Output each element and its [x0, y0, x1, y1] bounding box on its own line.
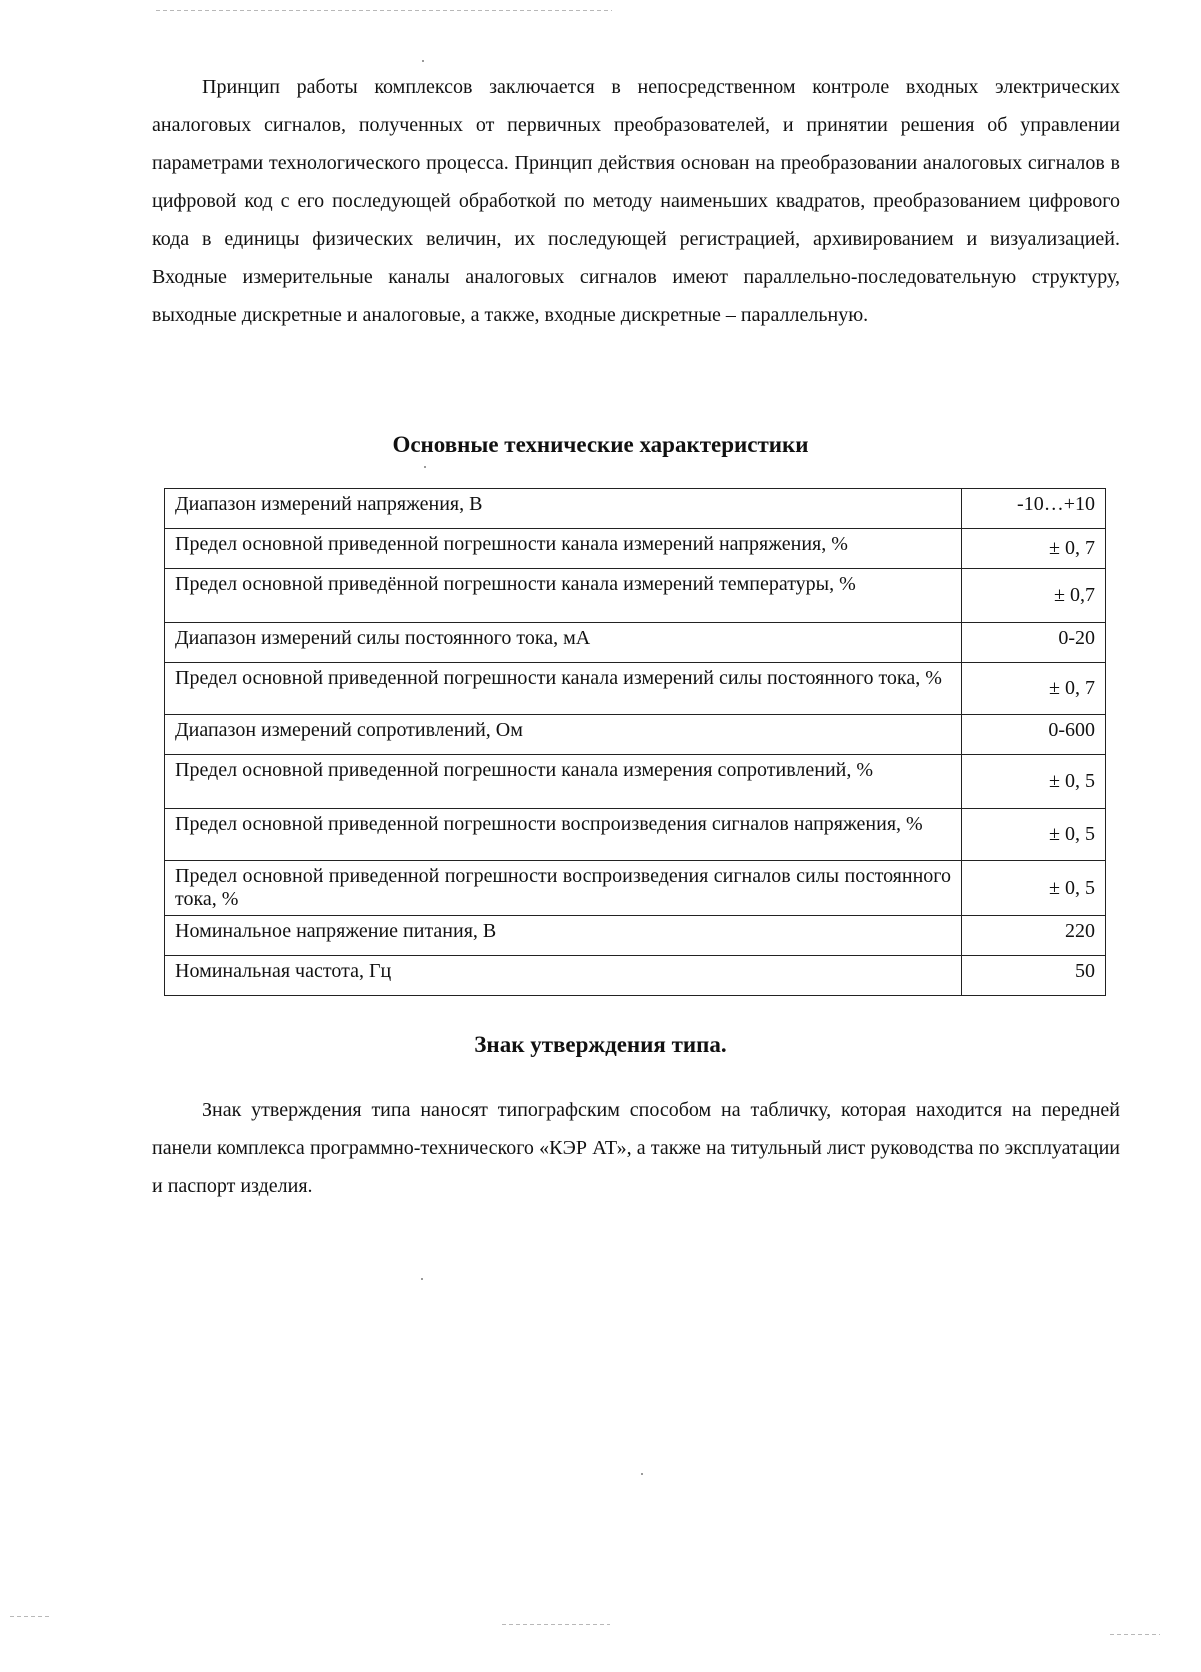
table-row	[165, 956, 1106, 996]
parameter-cell: Предел основной приведенной погрешности воспроизведения сигналов напряжения, %	[165, 809, 962, 861]
value-cell: 0-600	[962, 715, 1106, 755]
value-cell: ± 0, 5	[962, 755, 1106, 809]
scan-artifact-dot	[422, 60, 424, 62]
table-row	[165, 663, 1106, 715]
table-row	[165, 916, 1106, 956]
scan-artifact-bottom	[502, 1624, 610, 1625]
scan-artifact-dot	[421, 1278, 423, 1280]
intro-paragraph	[152, 68, 1120, 334]
parameter-cell: Предел основной приведенной погрешности канала измерения сопротивлений, %	[165, 755, 962, 809]
value-cell: ± 0, 7	[962, 663, 1106, 715]
parameter-cell: Диапазон измерений сопротивлений, Ом	[165, 715, 962, 755]
value-cell: ± 0,7	[962, 569, 1106, 623]
parameter-cell: Предел основной приведенной погрешности канала измерений напряжения, %	[165, 529, 962, 569]
table-row	[165, 809, 1106, 861]
table-row	[165, 715, 1106, 755]
value-cell: -10…+10	[962, 489, 1106, 529]
approval-paragraph-text: Знак утверждения типа наносят типографским способом на табличку, которая находится на передней панели комплекса программно-технического «КЭР АТ», а также на титульный лист руководства по эксплуатации и паспорт изделия.	[152, 1099, 1120, 1197]
scan-artifact-bottom-right	[1110, 1634, 1160, 1635]
specs-table	[164, 488, 1106, 996]
table-row	[165, 755, 1106, 809]
value-cell: ± 0, 5	[962, 809, 1106, 861]
table-row	[165, 489, 1106, 529]
table-row	[165, 861, 1106, 916]
value-cell: 50	[962, 956, 1106, 996]
value-cell: ± 0, 5	[962, 861, 1106, 916]
parameter-cell: Диапазон измерений силы постоянного тока, мА	[165, 623, 962, 663]
parameter-cell: Номинальное напряжение питания, В	[165, 916, 962, 956]
intro-paragraph-text: Принцип работы комплексов заключается в непосредственном контроле входных электрических аналоговых сигналов, полученных от первичных преобразователей, и принятии решения об управлении параметрами технологического процесса. Принцип действия основан на преобразовании аналоговых сигналов в цифровой код с его последующей обработкой по методу наименьших квадратов, преобразованием цифрового кода в единицы физических величин, их последующей регистрацией, архивированием и визуализацией. Входные измерительные каналы аналоговых сигналов имеют параллельно-последовательную структуру, выходные дискретные и аналоговые, а также, входные дискретные – параллельную.	[152, 76, 1120, 326]
parameter-cell: Диапазон измерений напряжения, В	[165, 489, 962, 529]
specs-heading: Основные технические характеристики	[392, 432, 809, 457]
scan-artifact-dot	[424, 466, 426, 468]
parameter-cell: Предел основной приведённой погрешности канала измерений температуры, %	[165, 569, 962, 623]
value-cell: ± 0, 7	[962, 529, 1106, 569]
value-cell: 220	[962, 916, 1106, 956]
approval-heading: Знак утверждения типа.	[474, 1032, 727, 1057]
parameter-cell: Предел основной приведенной погрешности канала измерений силы постоянного тока, %	[165, 663, 962, 715]
table-row	[165, 623, 1106, 663]
scan-artifact-top	[156, 10, 612, 11]
table-row	[165, 569, 1106, 623]
scan-artifact-dot	[641, 1473, 643, 1475]
value-cell: 0-20	[962, 623, 1106, 663]
scan-artifact-bottom-left	[10, 1616, 50, 1617]
parameter-cell: Номинальная частота, Гц	[165, 956, 962, 996]
approval-paragraph	[152, 1091, 1120, 1205]
parameter-cell: Предел основной приведенной погрешности воспроизведения сигналов силы постоянного тока, %	[165, 861, 962, 916]
table-row	[165, 529, 1106, 569]
